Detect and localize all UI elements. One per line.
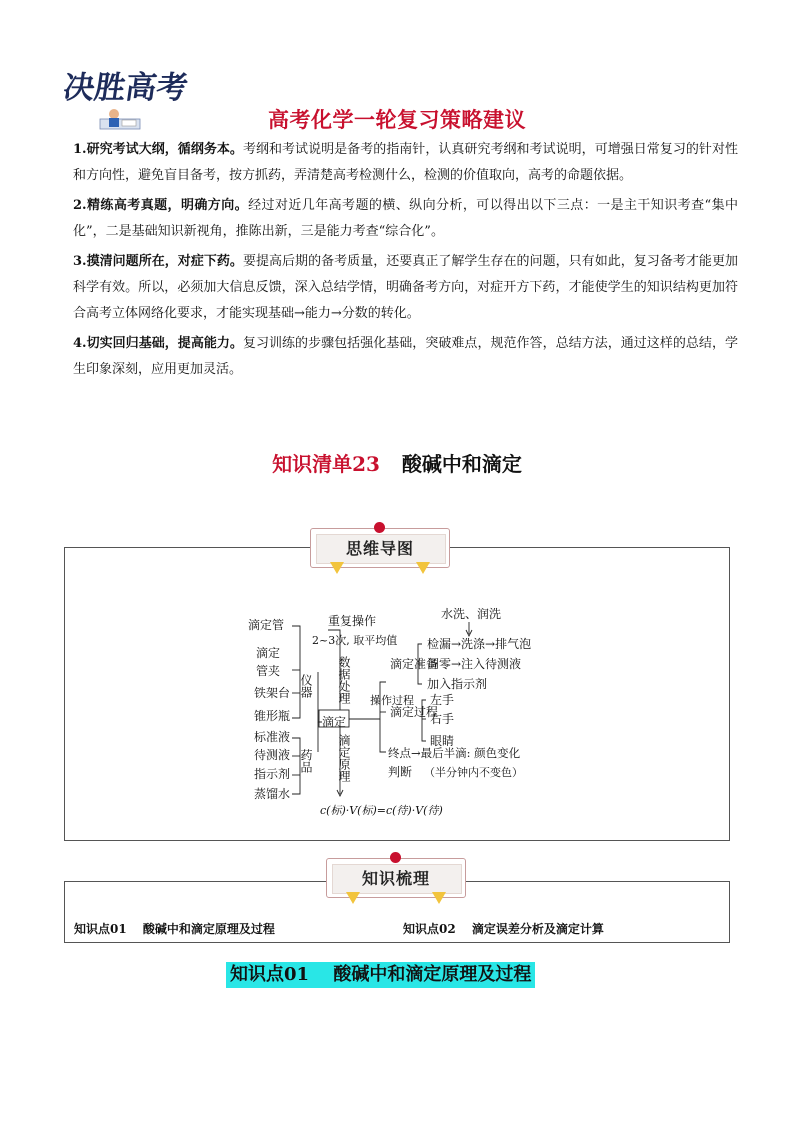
page-title: 高考化学一轮复习策略建议 (268, 108, 526, 132)
ribbon-icon (416, 562, 430, 574)
knowledge-badge-label: 知识梳理 (361, 869, 430, 888)
pin-icon (390, 852, 401, 863)
mm-prep-step: 检漏→洗涤→排气泡 (427, 637, 532, 651)
section-heading: 知识点01 酸碱中和滴定原理及过程 (226, 962, 535, 988)
mm-formula: c(标)·V(标)=c(待)·V(待) (320, 804, 443, 817)
advice-lead: 2.精练高考真题，明确方向。 (73, 198, 249, 213)
advice-lead: 3.摸清问题所在，对症下药。 (73, 254, 243, 269)
mindmap-badge (310, 522, 450, 570)
pin-icon (374, 522, 385, 533)
mm-reagent: 待测液 (254, 748, 291, 762)
mm-eyes: 眼睛 (430, 734, 455, 748)
mm-instrument: 管夹 (256, 664, 281, 678)
mm-instrument: 滴定管 (248, 618, 285, 632)
knowledge-badge (326, 852, 466, 900)
mm-endpoint: （半分钟内不变色） (424, 766, 523, 779)
mm-repeat: 2~3次, 取平均值 (312, 634, 398, 647)
advice-list (73, 137, 738, 387)
mindmap-diagram (244, 602, 554, 822)
mm-operation: 操作过程 (370, 694, 414, 707)
mm-principle: 滴定原理 (337, 734, 351, 782)
mm-instrument: 铁架台 (254, 686, 291, 700)
advice-lead: 4.切实回归基础，提高能力。 (73, 336, 243, 351)
section-title (0, 448, 794, 477)
ribbon-icon (432, 892, 446, 904)
mm-hand: 右手 (430, 712, 455, 726)
mm-process: 滴定过程 (390, 705, 439, 719)
mm-instrument: 滴定 (256, 646, 281, 660)
mm-endpoint: 终点→最后半滴: 颜色变化 (388, 746, 521, 760)
advice-item (73, 193, 738, 245)
advice-item (73, 249, 738, 327)
ribbon-icon (330, 562, 344, 574)
mm-endpoint: 判断 (388, 765, 413, 779)
mm-group-reagent: 药品 (299, 749, 313, 773)
advice-item (73, 331, 738, 383)
mm-data: 数据处理 (337, 656, 351, 704)
knowledge-point-link[interactable]: 知识点01 酸碱中和滴定原理及过程 (74, 922, 275, 936)
advice-item (73, 137, 738, 189)
section-name: 酸碱中和滴定 (401, 452, 522, 476)
ribbon-icon (346, 892, 360, 904)
knowledge-point-link[interactable]: 知识点02 滴定误差分析及滴定计算 (403, 922, 604, 936)
mm-center: 滴定 (322, 715, 347, 729)
mm-reagent: 蒸馏水 (254, 787, 291, 801)
mm-reagent: 标准液 (254, 730, 291, 744)
mm-instrument: 锥形瓶 (254, 709, 291, 723)
mm-reagent: 指示剂 (254, 767, 291, 781)
advice-body: 经过对近几年高考题的横、纵向分析，可以得出以下三点：一是主干知识考查“集中化”，二是基础知识新视角，推陈出新，三是能力考查“综合化”。 (73, 198, 738, 239)
advice-body: 考纲和考试说明是备考的指南针，认真研究考纲和考试说明，可增强日常复习的针对性和方向性，避免盲目备考，按方抓药，弄清楚高考检测什么，检测的价值取向，高考的命题依据。 (73, 142, 738, 183)
mm-repeat: 重复操作 (328, 614, 377, 628)
mm-prep-step: 调零→注入待测液 (427, 657, 522, 671)
mm-hand: 左手 (430, 693, 455, 707)
advice-lead: 1.研究考试大纲，循纲务本。 (73, 142, 243, 157)
mm-group-instrument: 仪器 (299, 674, 313, 698)
section-prefix: 知识清单23 (272, 452, 380, 476)
advice-body: 要提高后期的备考质量，还要真正了解学生存在的问题，只有如此，复习备考才能更加科学有效。所以，必须加大信息反馈，深入总结学情，明确备考方向，对症开方下药，才能使学生的知识结构更加符合高考立体网络化要求，才能实现基础→能力→分数的转化。 (73, 254, 738, 321)
mindmap-badge-label: 思维导图 (345, 539, 414, 558)
advice-body: 复习训练的步骤包括强化基础，突破难点，规范作答，总结方法，通过这样的总结，学生印象深刻，应用更加灵活。 (73, 336, 738, 377)
knowledge-points (74, 920, 604, 937)
mm-prep: 滴定准备 (390, 657, 439, 671)
logo-text: 决胜高考 (60, 70, 191, 106)
mm-prep-step: 加入指示剂 (427, 677, 488, 691)
mm-wash: 水洗、润洗 (441, 607, 502, 621)
